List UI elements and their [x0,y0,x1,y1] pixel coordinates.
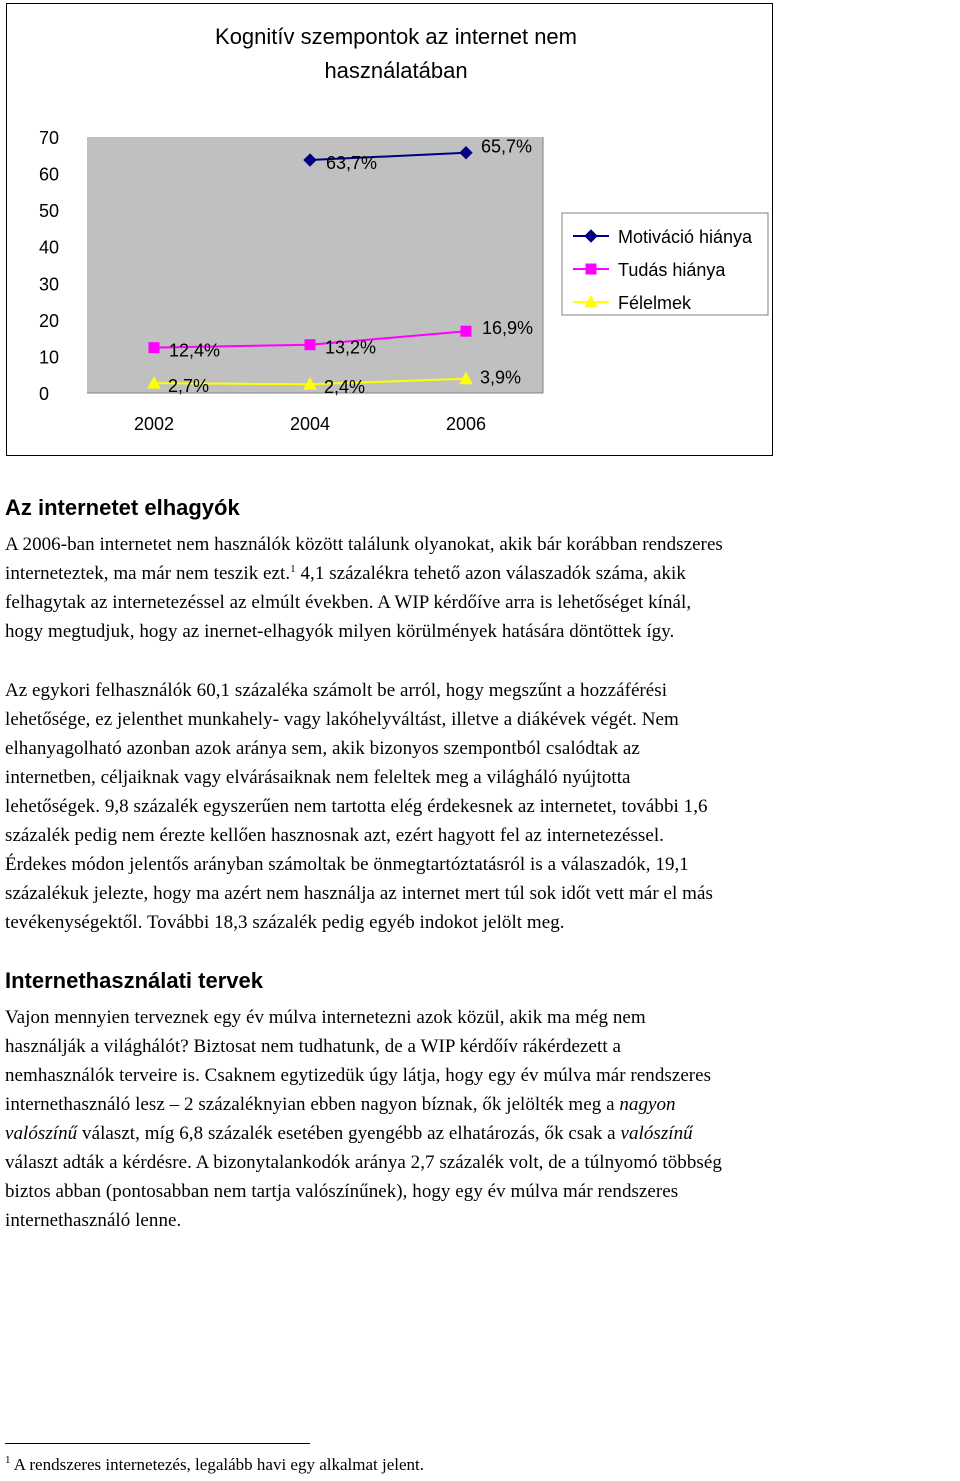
data-label: 63,7% [326,153,378,174]
text-segment: internethasználó lesz – 2 százaléknyian ebben nagyon bíznak, ők jelölték meg a [5,1094,620,1115]
text-line: internethasználó lenne. [5,1210,182,1231]
section-heading-plans: Internethasználati tervek [5,968,263,993]
text-line: lehetősége, ez jelenthet munkahely- vagy lakóhelyváltást, illetve a diákévek végét. Nem [5,709,679,730]
text-line: felhagytak az internetezéssel az elmúlt években. A WIP kérdőíve arra is lehetőséget kínál, [5,592,692,613]
legend-label: Motiváció hiánya [618,227,753,247]
y-tick-label: 50 [39,201,60,222]
footnote-text: A rendszeres internetezés, legalább havi egy alkalmat jelent. [10,1455,424,1474]
data-label: 12,4% [169,340,221,361]
data-label: 2,7% [168,376,210,397]
x-tick-label: 2006 [445,414,487,434]
x-tick-label: 2004 [289,414,331,434]
text-line [5,1119,959,1148]
text-line: lehetőségek. 9,8 százalék egyszerűen nem tartotta elég érdekesnek az internetet, további 1,6 [5,796,708,817]
y-tick-label: 10 [39,347,60,368]
text-line: használják a világhálót? Biztosat nem tudhatunk, de a WIP kérdőív rákérdezett a [5,1036,621,1057]
chart-title-line1: Kognitív szempontok az internet nem [215,24,577,49]
text-line: internetben, céljaiknak vagy elvárásaiknak nem feleltek meg a világháló nyújtotta [5,767,631,788]
text-line: százalék pedig nem érezte kellően hasznosnak azt, ezért hagyott fel az internetezéssel. [5,825,664,846]
data-label: 16,9% [482,318,534,339]
text-line: biztos abban (pontosabban nem tartja valószínűnek), hogy egy év múlva már rendszeres [5,1181,679,1202]
x-tick-label: 2002 [133,414,175,434]
data-label: 3,9% [480,367,522,388]
data-label: 65,7% [481,136,533,157]
text-segment: választ, míg 6,8 százalék esetében gyengébb az elhatározás, ők csak a [77,1123,621,1144]
italic-term: valószínű [5,1123,78,1144]
text-line: nemhasználók terveire is. Csaknem egytizedük úgy látja, hogy egy év múlva már rendszeres [5,1065,712,1086]
paragraph-plans [5,1003,959,1235]
text-segment: 4,1 százalékra tehető azon válaszadók száma, akik [295,563,686,584]
legend-marker [586,264,596,274]
y-tick-label: 70 [39,128,60,148]
paragraph-leavers-2 [5,676,959,937]
footnote-divider [5,1443,310,1444]
text-line: választ adták a kérdésre. A bizonytalankodók aránya 2,7 százalék volt, de a túlnyomó többség [5,1152,722,1173]
text-line: Érdekes módon jelentős arányban számoltak be önmegtartóztatásról is a válaszadók, 19,1 [5,854,689,875]
data-point-marker [149,343,159,353]
text-line: tevékenységektől. További 18,3 százalék pedig egyéb indokot jelölt meg. [5,912,565,933]
italic-term: nagyon [619,1094,676,1115]
footnote [5,1455,424,1475]
y-tick-label: 20 [39,310,60,331]
text-line: százalékuk jelezte, hogy ma azért nem használja az internet mert túl sok időt vett már el más [5,883,713,904]
data-label: 2,4% [324,377,366,398]
y-tick-label: 40 [39,237,60,258]
footnote-number: 1 [5,1454,11,1466]
section-heading-leavers: Az internetet elhagyók [5,495,240,520]
text-segment: interneteztek, ma már nem teszik ezt. [5,563,291,584]
text-line [5,559,959,588]
text-line: hogy megtudjuk, hogy az inernet-elhagyók milyen körülmények hatására döntöttek így. [5,621,675,642]
text-line: Az egykori felhasználók 60,1 százaléka számolt be arról, hogy megszűnt a hozzáférési [5,680,668,701]
data-point-marker [305,340,315,350]
text-line: Vajon mennyien terveznek egy év múlva internetezni azok közül, akik ma még nem [5,1007,646,1028]
footnote-ref: 1 [290,563,296,575]
italic-term: valószínű [620,1123,693,1144]
text-line [5,1090,959,1119]
text-line: elhanyagolható azonban azok aránya sem, akik bizonyos szempontból csalódtak az [5,738,640,759]
text-line: A 2006-ban internetet nem használók között találunk olyanokat, akik bár korábban rendszeres [5,534,723,555]
data-label: 13,2% [325,337,377,358]
y-tick-label: 60 [39,164,60,185]
y-tick-label: 30 [39,274,60,295]
plot-area [87,137,543,393]
legend-label: Tudás hiánya [618,260,726,280]
data-point-marker [461,326,471,336]
paragraph-leavers-1 [5,530,959,646]
chart-svg [7,4,774,457]
chart-title-line2: használatában [324,58,468,83]
legend-label: Félelmek [618,293,692,313]
chart-container [6,3,773,456]
y-tick-label: 0 [39,384,50,404]
